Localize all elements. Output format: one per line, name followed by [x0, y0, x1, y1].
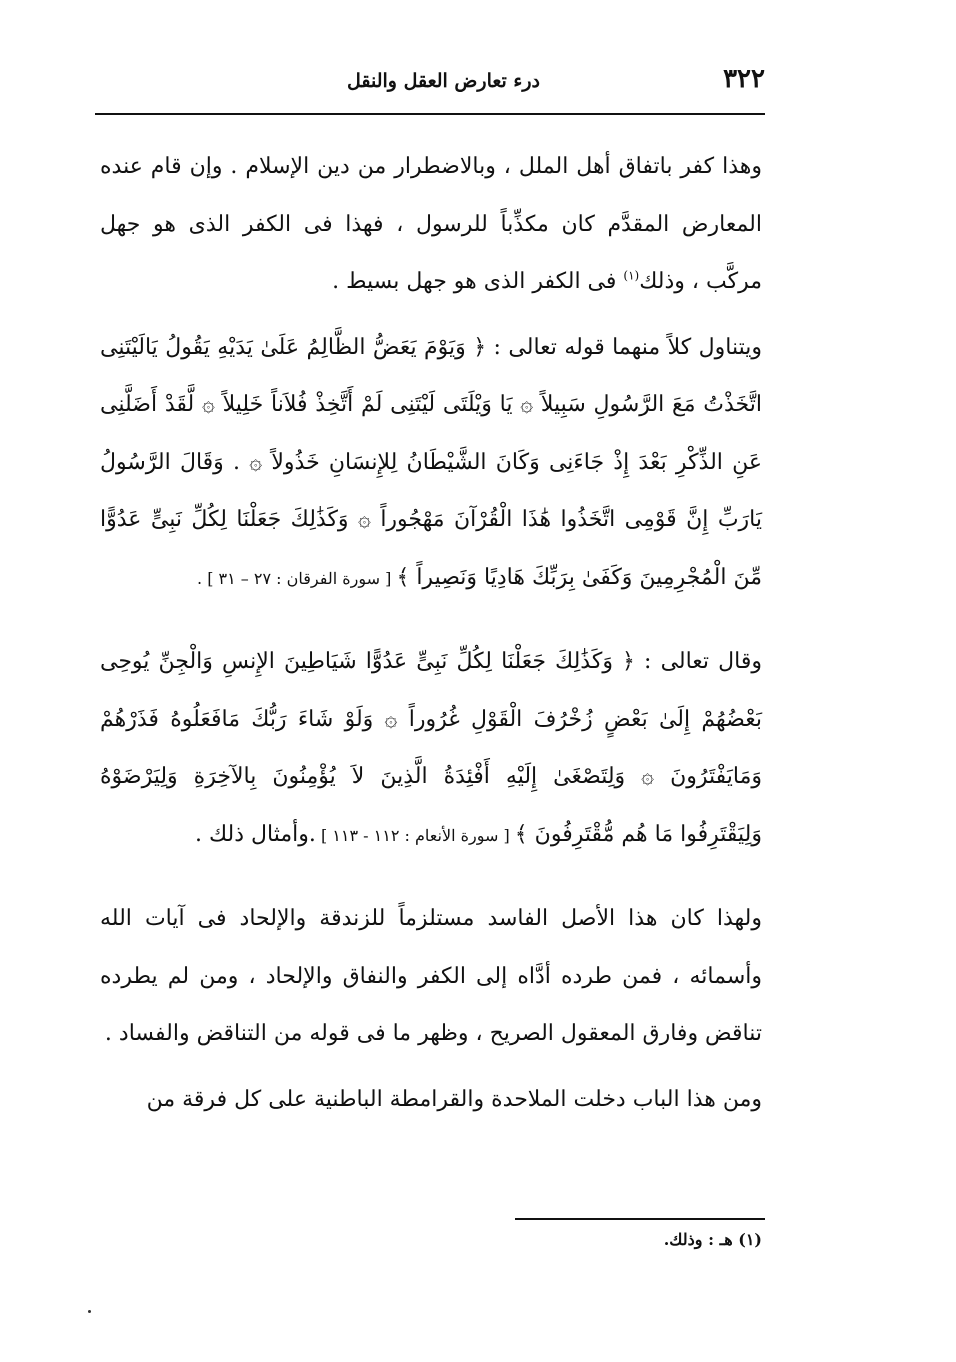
verse-reference-anam: [ سورة الأنعام : ١١٢ - ١١٣ ] — [315, 825, 515, 845]
footnote-divider — [515, 1218, 765, 1220]
page-header — [95, 58, 765, 108]
footnote: (١) هـ : وذلك. — [663, 1230, 762, 1249]
header-divider — [95, 113, 765, 115]
paragraph-2-intro: ويتناول كلاً منهما قوله تعالى : — [486, 334, 762, 360]
scan-speck — [88, 1310, 91, 1313]
paragraph-3-intro: وقال تعالى : — [634, 649, 762, 674]
paragraph-4: ولهذا كان هذا الأصل الفاسد مستلزماً للزندقة والإلحاد فى آيات الله وأسمائه ، فمن طرده أدَّاه إلى الكفر والنفاق والإلحاد ، ومن لم يطرده تناقض وفارق المعقول الصريح ، وظهر ما فى قوله من التناقض والفساد . — [100, 906, 762, 1046]
page-number: ٣٢٢ — [723, 64, 765, 94]
paragraph-1-text-b: فى الكفر الذى هو جهل بسيط . — [332, 269, 624, 294]
quran-verse-furqan: ﴿ وَيَوْمَ يَعَضُّ الظَّالِمُ عَلَىٰ يَدَيْهِ يَقُولُ يَالَيْتَنِى اتَّخَذْتُ مَعَ الرَّسُولِ سَبِيلاً ۞ يَا وَيْلَتَى لَيْتَنِى لَمْ أَتَّخِذْ فُلاَناً خَلِيلاً ۞ لَّقَدْ أَضَلَّنِى عَنِ الذِّكْرِ بَعْدَ إِذْ جَاءَنِى وَكَانَ الشَّيْطَانُ لِلإِنسَانِ خَذُولاً ۞ . وَقَالَ الرَّسُولُ يَارَبِّ إِنَّ قَوْمِى اتَّخَذُوا هَٰذَا الْقُرْآنَ مَهْجُوراً ۞ وَكَذَٰلِكَ جَعَلْنَا لِكُلِّ نَبِىٍّ عَدُوًّا مِّنَ الْمُجْرِمِينَ وَكَفَىٰ بِرَبِّكَ هَادِيًا وَنَصِيراً ﴾ — [100, 334, 762, 590]
paragraph-2 — [100, 319, 762, 608]
running-title: درء تعارض العقل والنقل — [346, 70, 540, 92]
paragraph-1 — [100, 138, 762, 311]
verse-reference-furqan: [ سورة الفرقان : ٢٧ – ٣١ ] . — [197, 568, 397, 588]
quran-verse-anam: ﴿ وَكَذَٰلِكَ جَعَلْنَا لِكُلِّ نَبِىٍّ عَدُوًّا شَيَاطِينَ الإِنسِ وَالْجِنِّ يُوحِى بَعْضُهُمْ إِلَىٰ بَعْضٍ زُخْرُفَ الْقَوْلِ غُرُوراً ۞ وَلَوْ شَاءَ رَبُّكَ مَافَعَلُوهُ فَذَرْهُمْ وَمَايَفْتَرُونَ ۞ وَلِتَصْغَىٰ إِلَيْهِ أَفْئِدَةُ الَّذِينَ لاَ يُؤْمِنُونَ بِالآخِرَةِ وَلِيَرْضَوْهُ وَلِيَقْتَرِفُوا مَا هُم مُّقْتَرِفُونَ ﴾ — [100, 649, 762, 847]
paragraph-1-text-a: وهذا كفر باتفاق أهل الملل ، وبالاضطرار من دين الإسلام . وإن قام عنده المعارض المقدَّم كان مكذِّباً للرسول ، فهذا فى الكفر الذى هو جهل مركَّب ، وذلك — [100, 154, 762, 294]
paragraph-3 — [100, 633, 762, 864]
paragraph-3-tail: .وأمثال ذلك . — [194, 821, 316, 847]
body-text — [100, 138, 762, 1128]
paragraph-5: ومن هذا الباب دخلت الملاحدة والقرامطة الباطنية على كل فرقة من — [146, 1086, 762, 1112]
footnote-marker: (١) — [623, 268, 640, 283]
